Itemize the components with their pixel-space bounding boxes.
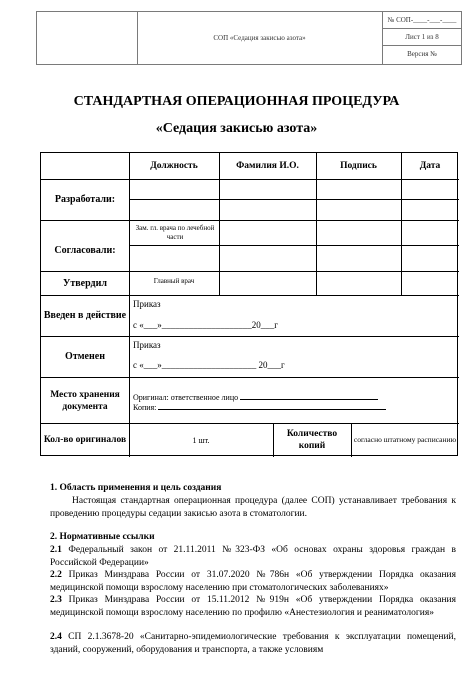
row-approved: Утвердил bbox=[63, 277, 107, 289]
row-developed: Разработали: bbox=[54, 194, 116, 205]
row-agreed: Согласовали: bbox=[54, 245, 116, 256]
order-date-2: с «___»_____________________ 20___г bbox=[133, 360, 285, 370]
row-cancelled: Отменен bbox=[65, 351, 105, 362]
section2-item: 2.1 Федеральный закон от 21.11.2011 №323-ФЗ «Об основах охраны здоровья граждан в Российской Федерации» bbox=[50, 545, 457, 568]
storage-copy bbox=[133, 401, 386, 412]
order-label: Приказ bbox=[133, 299, 161, 309]
row-originals: Кол-во оригиналов bbox=[43, 435, 127, 445]
section1-text: Настоящая стандартная операционная процедура (далее СОП) устанавливает требования к проведению процедуры седации закисью азота в стоматологии. bbox=[50, 496, 456, 519]
storage-copy-label: Копия: bbox=[133, 403, 157, 412]
copies-value: согласно штатному расписанию bbox=[353, 435, 457, 444]
storage-original-line bbox=[240, 391, 378, 400]
col-name: Фамилия И.О. bbox=[236, 161, 299, 171]
storage-original-label: Оригинал: ответственное лицо bbox=[133, 393, 239, 402]
page-subtitle: «Седация закисью азота» bbox=[155, 121, 318, 136]
storage-copy-line bbox=[158, 401, 386, 410]
col-date: Дата bbox=[419, 161, 441, 171]
page-title: СТАНДАРТНАЯ ОПЕРАЦИОННАЯ ПРОЦЕДУРА bbox=[73, 94, 400, 109]
approved-position: Главный врач bbox=[153, 277, 195, 285]
section1-heading: 1. Область применения и цель создания bbox=[50, 483, 222, 493]
order-label-2: Приказ bbox=[133, 340, 161, 350]
order-date: с «___»____________________20___г bbox=[133, 320, 278, 330]
header-sheet: Лист 1 из 8 bbox=[383, 29, 461, 46]
section2-item: 2.4 СП 2.1.3678-20 «Санитарно-эпидемиологические требования к эксплуатации помещений, зданий, сооружений, оборудования и транспорта, а также условиям bbox=[50, 632, 456, 655]
section2-heading: 2. Нормативные ссылки bbox=[50, 532, 155, 542]
row-copies: Количество копий bbox=[286, 429, 338, 451]
header-logo-cell bbox=[37, 12, 138, 64]
originals-count: 1 шт. bbox=[192, 435, 210, 445]
row-storage: Место хранения документа bbox=[50, 390, 120, 412]
agreed-position: Зам. гл. врача по лечебной части bbox=[135, 224, 215, 241]
approval-table bbox=[40, 152, 458, 456]
col-position: Должность bbox=[150, 161, 198, 171]
col-signature: Подпись bbox=[340, 161, 377, 171]
section2-item: 2.3 Приказ Минздрава России от 15.11.2012 №919н «Об утверждении Порядка оказания медицинской помощи взрослому населению по профилю «Анестезиология и реаниматология» bbox=[50, 595, 456, 618]
header-sop-number: № СОП-____-___-____ bbox=[383, 12, 461, 29]
header-sop-label: СОП «Седация закисью азота» bbox=[137, 12, 383, 64]
document-header bbox=[36, 11, 462, 65]
header-meta bbox=[383, 12, 461, 64]
row-introduced: Введен в действие bbox=[43, 310, 127, 321]
header-version: Версия № bbox=[407, 50, 437, 58]
section2-item: 2.2 Приказ Минздрава России от 31.07.2020 №786н «Об утверждении Порядка оказания медицинской помощи взрослому населению при стоматологических заболеваниях» bbox=[50, 570, 456, 593]
